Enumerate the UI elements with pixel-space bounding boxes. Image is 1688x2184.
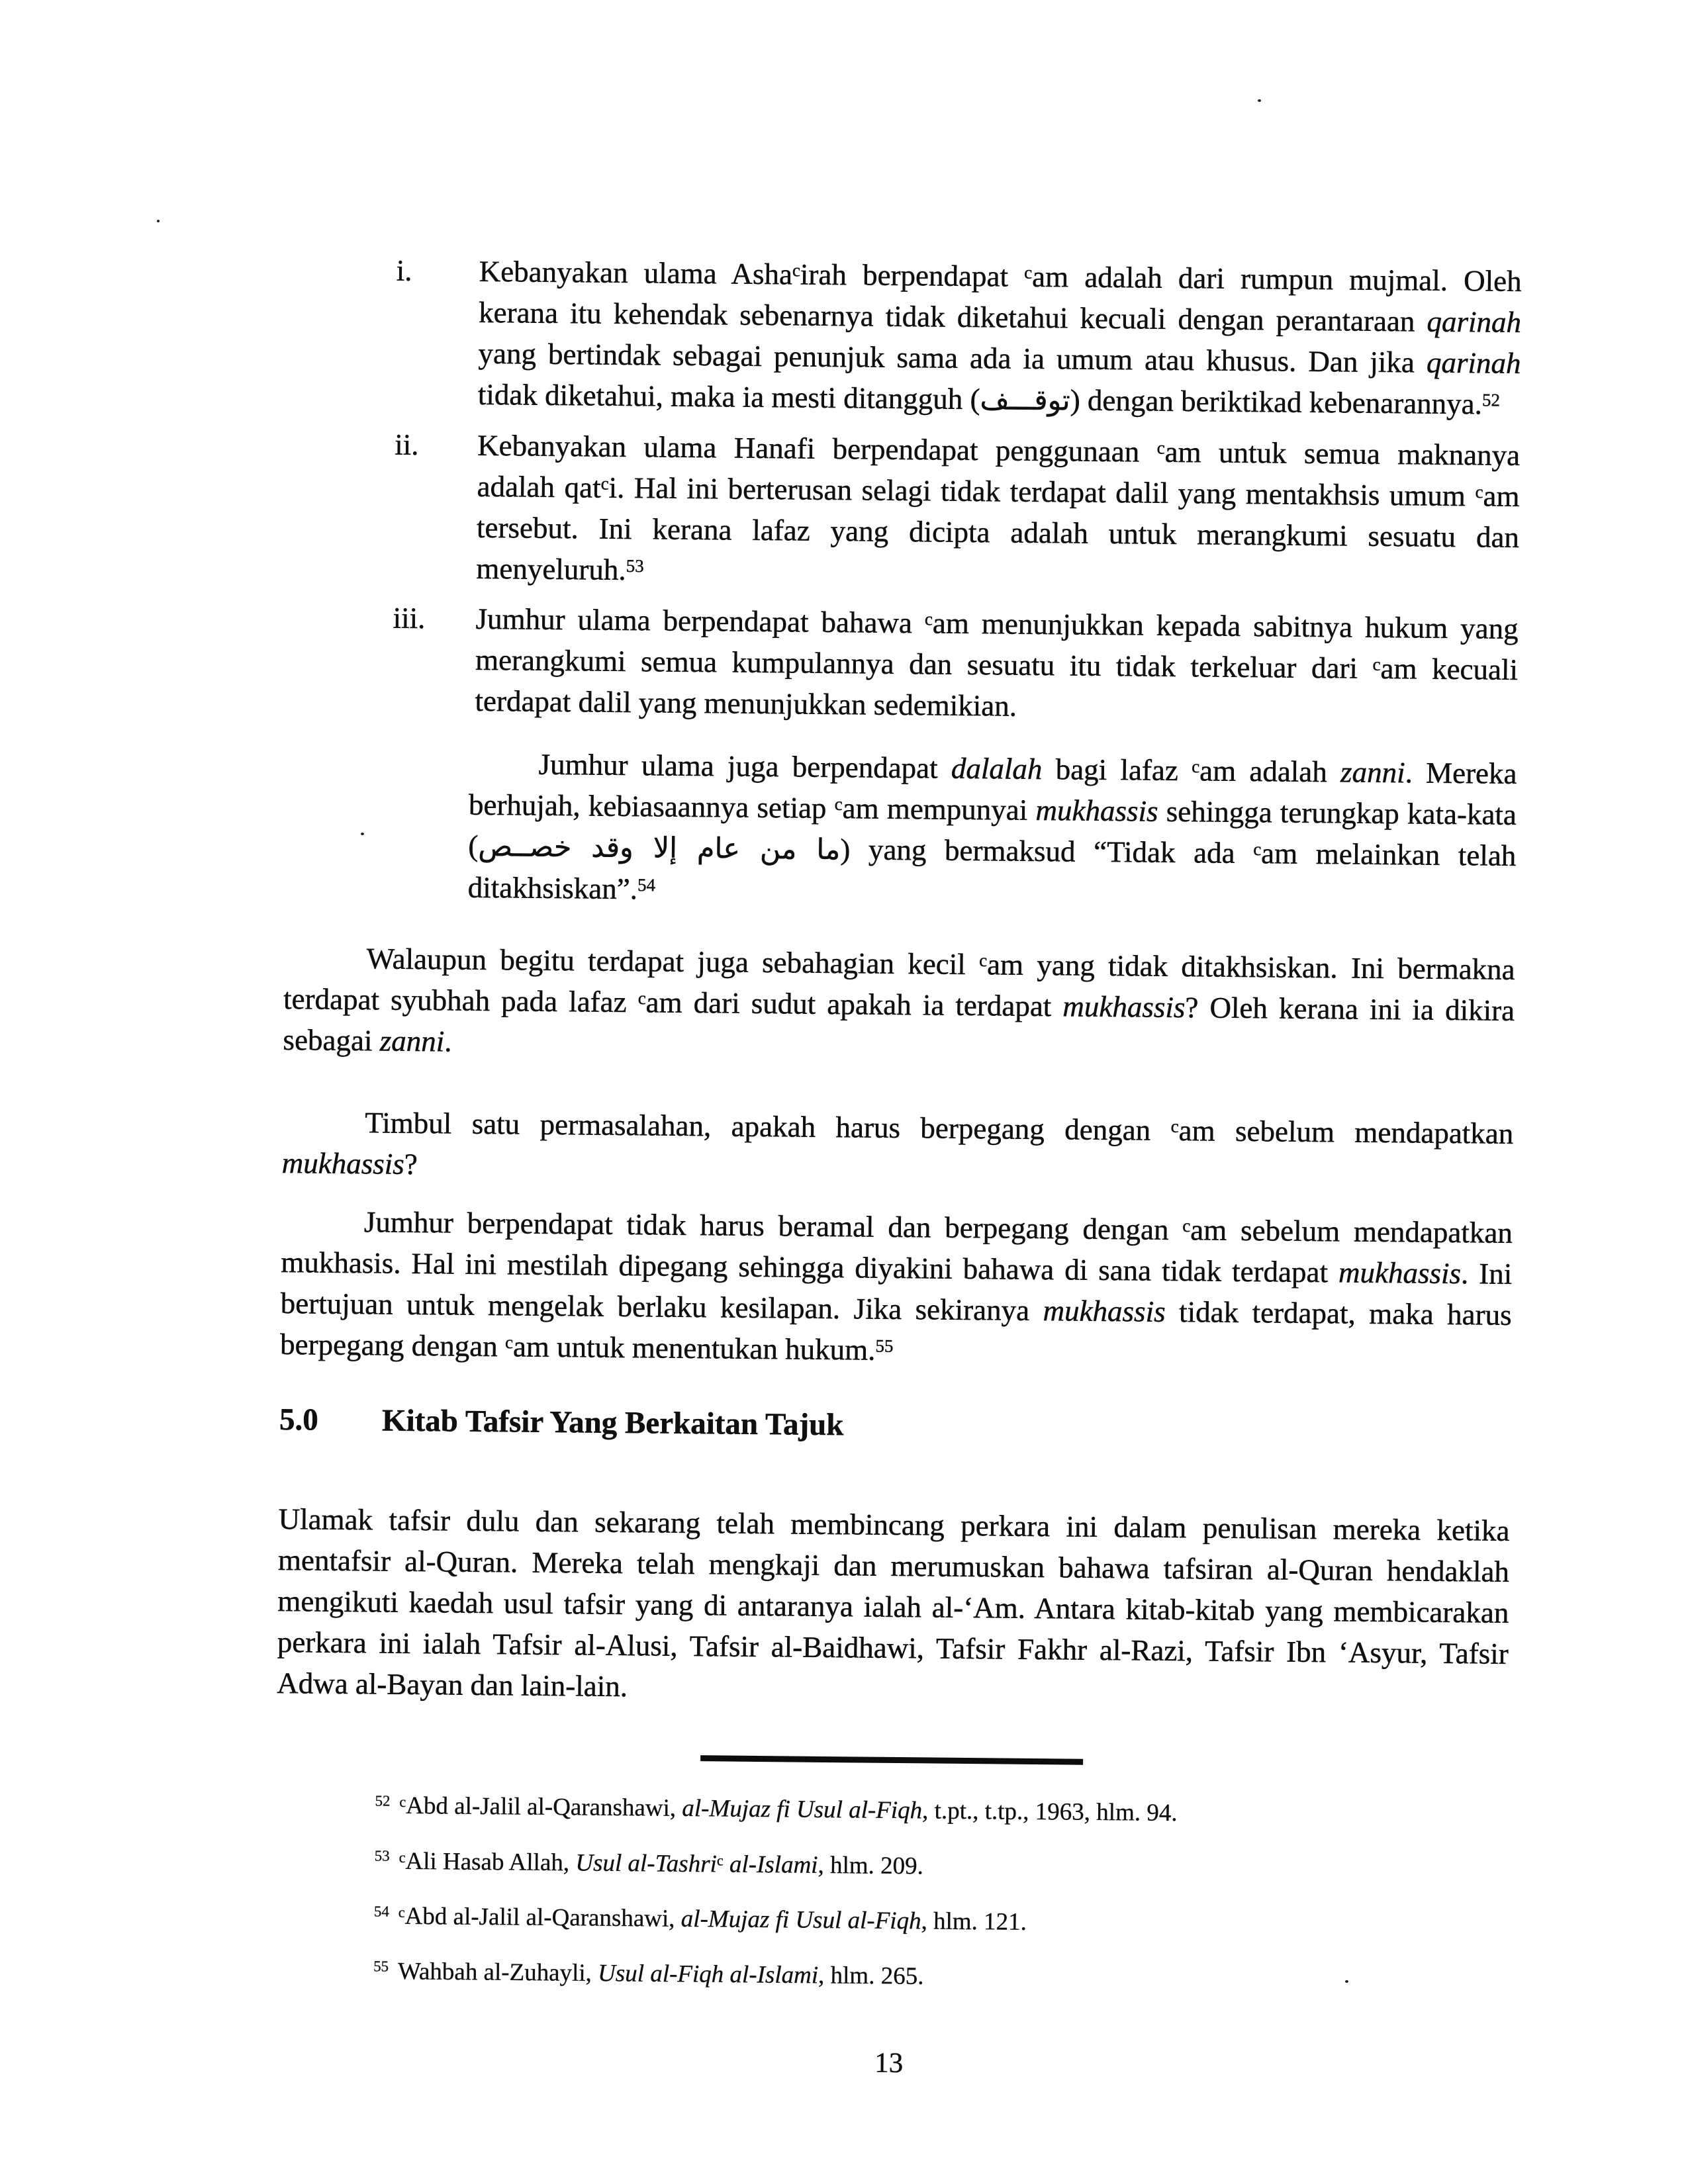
footnote-53-number: 53	[374, 1847, 390, 1865]
page-number: 13	[874, 2047, 904, 2079]
list-item-i	[289, 249, 1522, 426]
footnote-55-number: 55	[373, 1958, 389, 1976]
paragraph-jumhur: Jumhur berpendapat tidak harus beramal dan berpegang dengan $^c$am sebelum mendapatkan mukhasis. Hal ini mestilah dipegang sehingga diyakini bahawa di sana tidak terdapat mukhassis. Ini bertujuan untuk mengelak berlaku kesilapan. Jika sekiranya mukhassis tidak terdapat, maka harus berpegang dengan $^c$am untuk menentukan hukum.$^{55}$	[279, 1205, 1513, 1367]
footnote-52-number: 52	[375, 1792, 391, 1809]
footnote-53-text: $^c$Ali Hasab Allah, Usul al-Tashri$^c$ al-Islami, hlm. 209.	[399, 1847, 924, 1880]
roman-numbered-list	[286, 249, 1522, 731]
page-content	[273, 0, 1524, 2090]
footnote-54-number: 54	[373, 1903, 389, 1920]
paragraph-timbul: Timbul satu permasalahan, apakah harus berpegang dengan $^c$am sebelum mendapatkan mukhassis?	[281, 1106, 1514, 1181]
footnote-separator-rule	[700, 1755, 1083, 1765]
list-item-ii-text: Kebanyakan ulama Hanafi berpendapat penggunaan $^c$am untuk semua maknanya adalah qat$^c$i. Hal ini berterusan selagi tidak terdapat dalil yang mentakhsis umum $^c$am tersebut. Ini kerana lafaz yang dicipta adalah untuk merangkumi sesuatu dan menyeluruh.$^{53}$	[476, 428, 1521, 586]
list-item-iii	[286, 596, 1519, 731]
footnote-52	[375, 1784, 1507, 1833]
paragraph-walaupun: Walaupun begitu terdapat juga sebahagian kecil $^c$am yang tidak ditakhsiskan. Ini bermakna terdapat syubhah pada lafaz $^c$am dari sudut apakah ia terdapat mukhassis? Oleh kerana ini ia dikira sebagai zanni.	[283, 942, 1515, 1058]
list-marker-iii: iii.	[393, 601, 426, 635]
footnote-54	[374, 1895, 1506, 1944]
list-marker-i: i.	[396, 253, 412, 287]
section-heading	[279, 1398, 1511, 1453]
footnote-53	[374, 1840, 1506, 1889]
scan-speck	[157, 220, 160, 222]
footnote-55-text: Wahbah al-Zuhayli, Usul al-Fiqh al-Islami, hlm. 265.	[397, 1958, 924, 1991]
list-marker-ii: ii.	[394, 428, 419, 461]
footnote-list	[274, 1784, 1507, 1999]
list-item-iii-text: Jumhur ulama berpendapat bahawa $^c$am menunjukkan kepada sabitnya hukum yang merangkumi semua kumpulannya dan sesuatu itu tidak terkeluar dari $^c$am kecuali terdapat dalil yang menunjukkan sedemikian.	[475, 602, 1519, 723]
indented-quote-paragraph: Jumhur ulama juga berpendapat dalalah bagi lafaz $^c$am adalah zanni. Mereka berhujah, kebiasaannya setiap $^c$am mempunyai mukhassis sehingga terungkap kata-kata (ما من عام إلا وقد خصــص) yang bermaksud “Tidak ada $^c$am melainkan telah ditakhsiskan”.$^{54}$	[467, 747, 1517, 906]
footnote-55	[373, 1950, 1505, 1999]
footnote-52-text: $^c$Abd al-Jalil al-Qaranshawi, al-Mujaz fi Usul al-Fiqh, t.pt., t.tp., 1963, hlm. 94.	[399, 1792, 1178, 1827]
list-item-ii	[287, 423, 1520, 599]
section-title: Kitab Tafsir Yang Berkaitan Tajuk	[381, 1403, 844, 1443]
paragraph-ulamak: Ulamak tafsir dulu dan sekarang telah membincang perkara ini dalam penulisan mereka ketika mentafsir al-Quran. Mereka telah mengkaji dan merumuskan bahawa tafsiran al-Quran hendaklah mengikuti kaedah usul tafsir yang di antaranya ialah al-‘Am. Antara kitab-kitab yang membicarakan perkara ini ialah Tafsir al-Alusi, Tafsir al-Baidhawi, Tafsir Fakhr al-Razi, Tafsir Ibn ‘Asyur, Tafsir Adwa al-Bayan dan lain-lain.	[277, 1502, 1510, 1704]
section-number: 5.0	[279, 1402, 319, 1437]
list-item-i-text: Kebanyakan ulama Asha$^c$irah berpendapat $^c$am adalah dari rumpun mujmal. Oleh kerana itu kehendak sebenarnya tidak diketahui kecuali dengan perantaraan qarinah yang bertindak sebagai penunjuk sama ada ia umum atau khusus. Dan jika qarinah tidak diketahui, maka ia mesti ditangguh (توقـــف) dengan beriktikad kebenarannya.$^{52}$	[477, 254, 1522, 421]
footnote-54-text: $^c$Abd al-Jalil al-Qaranshawi, al-Mujaz fi Usul al-Fiqh, hlm. 121.	[398, 1903, 1027, 1936]
